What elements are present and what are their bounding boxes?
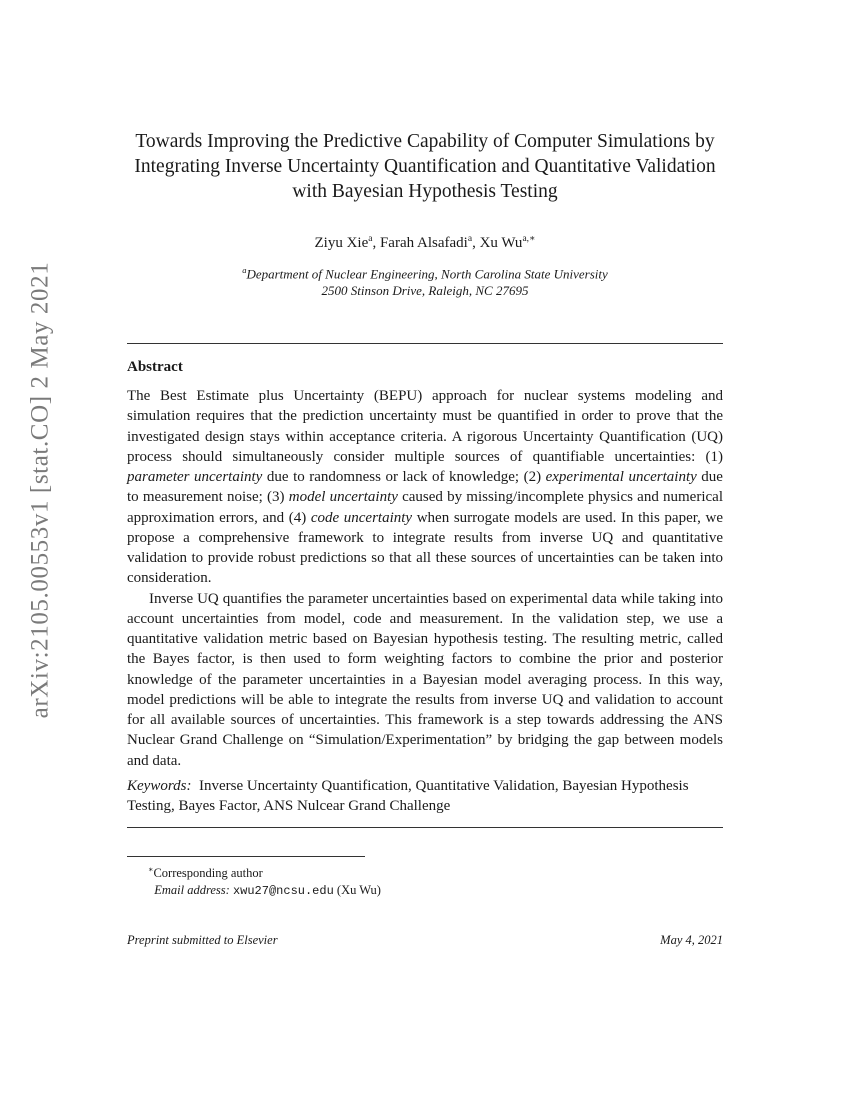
abstract-text: due to randomness or lack of knowledge; (2) [262,469,546,485]
author-name: Farah Alsafadi [379,235,468,251]
corresponding-author-label: Corresponding author [153,866,263,881]
author-affil-mark: a [467,234,473,244]
footnote-mark: ∗ [148,865,154,874]
author-list [127,230,723,252]
title-line: with Bayesian Hypothesis Testing [292,181,558,202]
footnote-divider [127,856,365,857]
keywords-text: Inverse Uncertainty Quantification, Quantitative Validation, Bayesian Hypothesis Testing, Bayes Factor, ANS Nulcear Grand Challenge [127,778,689,814]
abstract-paragraph [127,386,723,589]
email-owner: (Xu Wu) [336,883,381,898]
abstract-text: caused by missing/incomplete physics and numerical approximation errors, and (4) [127,489,723,526]
author-affil-mark: a,∗ [522,234,536,244]
abstract-term: parameter uncertainty [127,469,263,485]
footnote [148,861,648,900]
keywords [127,776,723,816]
affiliation [127,262,723,299]
title-line: Towards Improving the Predictive Capability of Computer Simulations by [135,131,715,152]
abstract-term: code uncertainty [310,509,413,526]
email-label: Email address: [154,883,230,898]
paper-title [127,129,723,204]
abstract-text: The Best Estimate plus Uncertainty (BEPU) approach for nuclear systems modeling and simulation requires that the prediction uncertainty must be quantified in order to prove that the investigated design stays within acceptance criteria. A rigorous Uncertainty Quantification (UQ) process should simultaneously consider multiple sources of quantifiable uncertainties: (1) [127,388,723,465]
author-separator: , [372,235,380,251]
arxiv-stamp-text: arXiv:2105.00553v1 [stat.CO] 2 May 2021 [26,261,54,719]
top-divider [127,343,723,344]
author-name: Ziyu Xie [314,235,369,251]
author-separator: , [472,235,480,251]
email-link[interactable]: xwu27@ncsu.edu [232,884,334,899]
affiliation-address: 2500 Stinson Drive, Raleigh, NC 27695 [321,283,529,299]
abstract-body [127,386,723,771]
arxiv-stamp [20,261,60,719]
abstract-text: when surrogate models are used. In this paper, we propose a comprehensive framework to integrate results from inverse UQ and quantitative validation to provide robust predictions so that all these sources of uncertainties can be taken into consideration. [127,509,723,587]
abstract-paragraph: Inverse UQ quantifies the parameter uncertainties based on experimental data while taking into account uncertainties from model, code and measurement. In the validation step, we use a quantitative validation metric based on Bayesian hypothesis testing. The resulting metric, called the Bayes factor, is then used to form weighting factors to combine the prior and posterior knowledge of the parameter uncertainties in a Bayesian model averaging process. In this way, model predictions will be able to integrate the results from inverse UQ and validation to account for all available sources of uncertainties. This framework is a step towards addressing the ANS Nuclear Grand Challenge on “Simulation/Experimentation” by bridging the gap between models and data. [127,590,723,769]
affiliation-department: Department of Nuclear Engineering, North Carolina State University [246,266,608,282]
author-affil-mark: a [368,234,373,244]
author-name: Xu Wu [479,235,523,251]
abstract-term: model uncertainty [288,489,398,506]
footer-date: May 4, 2021 [660,933,723,947]
abstract-term: experimental uncertainty [545,469,697,485]
abstract-heading: Abstract [127,359,183,375]
bottom-divider [127,827,723,828]
keywords-label: Keywords: [127,778,192,794]
title-line: Integrating Inverse Uncertainty Quantification and Quantitative Validation [134,156,716,177]
footer-preprint-note: Preprint submitted to Elsevier [127,933,278,947]
affiliation-mark: a [242,265,247,275]
abstract-text: due to measurement noise; (3) [127,469,723,506]
